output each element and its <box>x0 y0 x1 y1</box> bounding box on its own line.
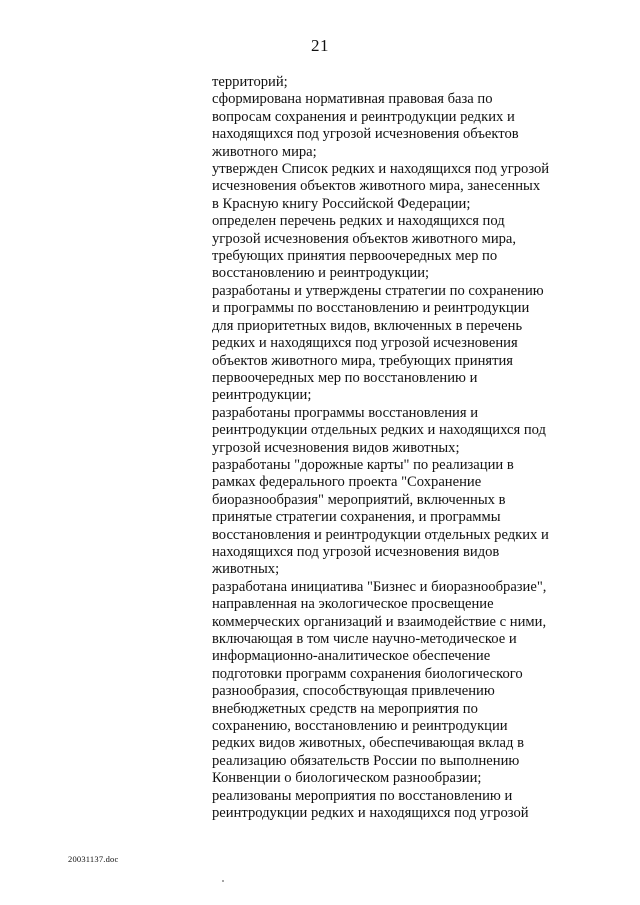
text-line: сформирована нормативная правовая база по <box>212 91 493 108</box>
text-line: разработаны программы восстановления и <box>212 404 479 421</box>
text-line: принятые стратегии сохранения, и программы <box>212 509 501 526</box>
text-line: и программы по восстановлению и реинтродукции <box>212 300 530 317</box>
text-line: первоочередных мер по восстановлению и <box>212 369 478 386</box>
text-line: животного мира; <box>212 143 317 160</box>
text-line: редких видов животных, обеспечивающая вклад в <box>212 735 524 752</box>
text-line: реинтродукции; <box>212 387 312 404</box>
text-line: сохранению, восстановлению и реинтродукции <box>212 718 508 735</box>
text-line: реализацию обязательств России по выполнению <box>212 752 520 769</box>
text-line: угрозой исчезновения объектов животного мира, <box>212 230 517 247</box>
footer-document-filename: 20031137.doc <box>68 854 119 864</box>
text-line: в Красную книгу Российской Федерации; <box>212 195 471 212</box>
text-line: реинтродукции отдельных редких и находящихся под <box>212 422 546 439</box>
text-line: определен перечень редких и находящихся под <box>212 213 505 230</box>
text-line: территорий; <box>212 74 288 90</box>
text-line: внебюджетных средств на мероприятия по <box>212 700 478 717</box>
text-line: подготовки программ сохранения биологического <box>212 665 523 682</box>
text-line: вопросам сохранения и реинтродукции редких и <box>212 108 515 125</box>
text-line: информационно-аналитическое обеспечение <box>212 648 491 665</box>
text-line: животных; <box>212 561 280 578</box>
text-line: находящихся под угрозой исчезновения видов <box>212 543 500 560</box>
text-line: реинтродукции редких и находящихся под угрозой <box>212 805 529 822</box>
body-text <box>212 74 572 822</box>
text-line: коммерческих организаций и взаимодействие с ними, <box>212 613 547 630</box>
text-line: биоразнообразия" мероприятий, включенных в <box>212 491 506 508</box>
text-line: угрозой исчезновения видов животных; <box>212 439 460 456</box>
text-line: рамках федерального проекта "Сохранение <box>212 474 482 491</box>
text-line: восстановлению и реинтродукции; <box>212 265 430 282</box>
page-number: 21 <box>311 36 329 55</box>
text-line: редких и находящихся под угрозой исчезновения <box>212 335 518 352</box>
text-line: реализованы мероприятия по восстановлению и <box>212 787 513 804</box>
footer-dot-mark <box>222 880 224 882</box>
text-line: для приоритетных видов, включенных в перечень <box>212 317 523 334</box>
text-line: восстановления и реинтродукции отдельных редких и <box>212 526 549 543</box>
text-line: направленная на экологическое просвещение <box>212 596 494 613</box>
text-line: утвержден Список редких и находящихся под угрозой <box>212 161 550 178</box>
text-line: разработаны и утверждены стратегии по сохранению <box>212 282 544 299</box>
text-line: исчезновения объектов животного мира, занесенных <box>212 178 541 195</box>
text-line: объектов животного мира, требующих принятия <box>212 352 513 369</box>
text-line: находящихся под угрозой исчезновения объектов <box>212 126 519 143</box>
text-line: разработаны "дорожные карты" по реализации в <box>212 456 514 473</box>
text-line: включающая в том числе научно-методическое и <box>212 631 517 647</box>
text-line: Конвенции о биологическом разнообразии; <box>212 770 482 787</box>
text-line: разнообразия, способствующая привлечению <box>212 683 495 700</box>
text-line: требующих принятия первоочередных мер по <box>212 248 498 265</box>
text-line: разработана инициатива "Бизнес и биоразнообразие", <box>212 578 547 595</box>
